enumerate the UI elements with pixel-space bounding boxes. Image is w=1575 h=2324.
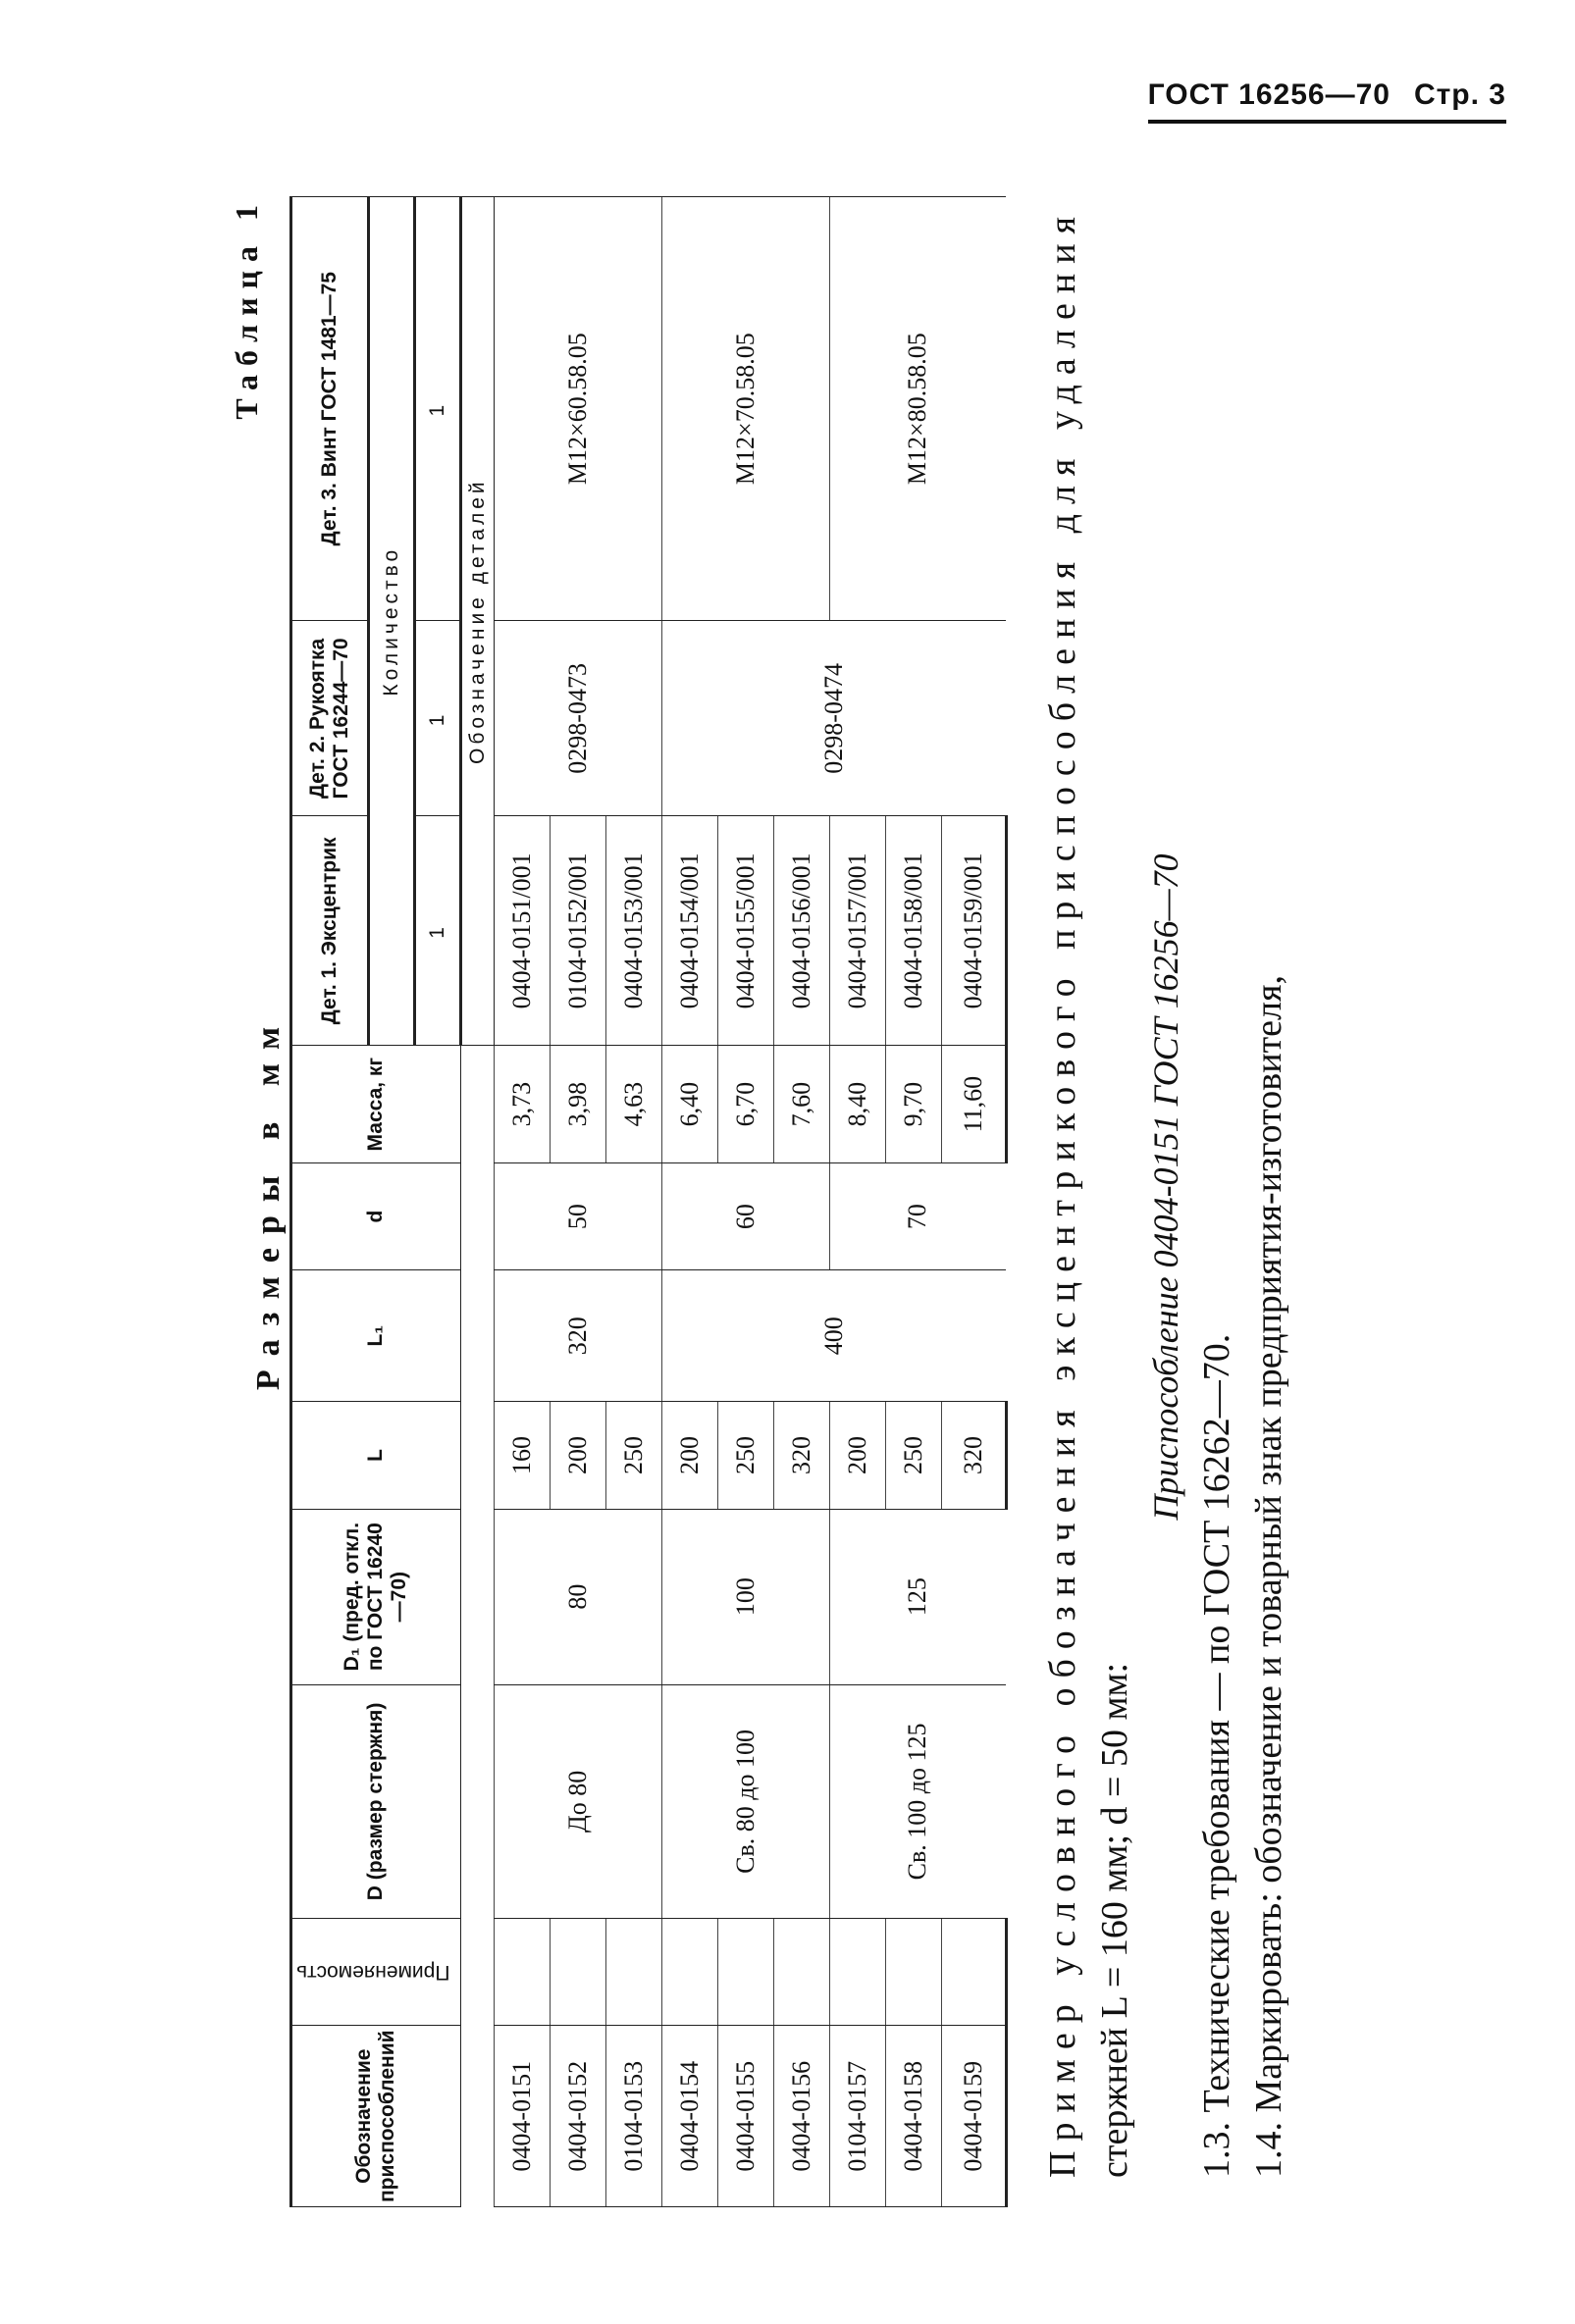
cell-applicability (494, 1919, 550, 2026)
cell-part1: 0104-0152/001 (550, 816, 605, 1046)
cell-part1: 0404-0151/001 (494, 816, 550, 1046)
rotated-content (211, 196, 1536, 2207)
cell-part1: 0404-0158/001 (885, 816, 941, 1046)
cell-applicability (829, 1919, 885, 2026)
cell-l: 200 (829, 1402, 885, 1509)
qty-part1: 1 (414, 816, 460, 1046)
cell-mass: 6,70 (717, 1046, 773, 1163)
cell-part1: 0404-0153/001 (605, 816, 661, 1046)
col-designation: Обозначение приспособлений (291, 2026, 461, 2207)
cell-l1: 400 (661, 1270, 1006, 1402)
table-row (661, 197, 717, 2207)
cell-designation: 0404-0159 (941, 2026, 1006, 2207)
qty-part2: 1 (414, 621, 460, 816)
cell-l1: 320 (494, 1270, 661, 1402)
cell-designation: 0404-0154 (661, 2026, 717, 2207)
table-row (494, 197, 550, 2207)
dimensions-table (289, 196, 1008, 2207)
cell-mass: 8,40 (829, 1046, 885, 1163)
cell-applicability (661, 1919, 717, 2026)
cell-designation: 0404-0156 (773, 2026, 829, 2207)
cell-l: 250 (605, 1402, 661, 1509)
cell-mass: 3,98 (550, 1046, 605, 1163)
body-text (1037, 196, 1295, 2207)
cell-d-rod: Св. 100 до 125 (829, 1684, 1006, 1919)
cell-designation: 0104-0153 (605, 2026, 661, 2207)
col-part2: Дет. 2. Рукоятка ГОСТ 16244—70 (291, 621, 369, 816)
cell-d-rod: Св. 80 до 100 (661, 1684, 829, 1919)
col-applicability (291, 1919, 461, 2026)
cell-l: 320 (773, 1402, 829, 1509)
page-number: Стр. 3 (1413, 78, 1506, 111)
cell-applicability (550, 1919, 605, 2026)
cell-applicability (773, 1919, 829, 2026)
cell-mass: 4,63 (605, 1046, 661, 1163)
cell-part2: 0298-0474 (661, 621, 1006, 816)
cell-applicability (717, 1919, 773, 2026)
cell-designation: 0404-0152 (550, 2026, 605, 2207)
cell-part3: М12×80.58.05 (829, 197, 1006, 621)
cell-mass: 3,73 (494, 1046, 550, 1163)
cell-l: 200 (550, 1402, 605, 1509)
cell-d: 70 (829, 1162, 1006, 1269)
cell-part2: 0298-0473 (494, 621, 661, 816)
col-d: d (291, 1162, 461, 1269)
cell-applicability (941, 1919, 1006, 2026)
cell-part1: 0404-0155/001 (717, 816, 773, 1046)
cell-mass: 9,70 (885, 1046, 941, 1163)
qty-part3: 1 (414, 197, 460, 621)
standard-number: ГОСТ 16256—70 (1147, 78, 1391, 111)
cell-applicability (605, 1919, 661, 2026)
col-part1: Дет. 1. Эксцентрик (291, 816, 369, 1046)
cell-d1: 125 (829, 1509, 1006, 1684)
cell-part1: 0404-0154/001 (661, 816, 717, 1046)
cell-designation: 0404-0155 (717, 2026, 773, 2207)
col-l: L (291, 1402, 461, 1509)
cell-part1: 0404-0156/001 (773, 816, 829, 1046)
cell-l: 250 (885, 1402, 941, 1509)
cell-l: 200 (661, 1402, 717, 1509)
cell-part1: 0404-0157/001 (829, 816, 885, 1046)
col-d1: D₁ (пред. откл. по ГОСТ 16240—70) (291, 1509, 461, 1684)
cell-mass: 11,60 (941, 1046, 1006, 1163)
table-caption: Размеры в мм (250, 1012, 287, 1391)
col-mass: Масса, кг (291, 1046, 461, 1163)
clause-1-3: 1.3. Технические требования — по ГОСТ 16262—70. (1195, 1333, 1237, 2178)
cell-part1: 0404-0159/001 (941, 816, 1006, 1046)
cell-l: 320 (941, 1402, 1006, 1509)
cell-designation: 0104-0157 (829, 2026, 885, 2207)
cell-designation: 0404-0158 (885, 2026, 941, 2207)
cell-d-rod: До 80 (494, 1684, 661, 1919)
cell-d1: 80 (494, 1509, 661, 1684)
col-part3: Дет. 3. Винт ГОСТ 1481—75 (291, 197, 369, 621)
cell-d: 60 (661, 1162, 829, 1269)
cell-applicability (885, 1919, 941, 2026)
cell-d: 50 (494, 1162, 661, 1269)
cell-part3: М12×70.58.05 (661, 197, 829, 621)
example-continuation: стержней L = 160 мм; d = 50 мм: (1093, 1662, 1135, 2178)
col-d-rod: D (размер стержня) (291, 1684, 461, 1919)
table-label: Таблица 1 (229, 196, 264, 420)
cell-d1: 100 (661, 1509, 829, 1684)
quantity-header: Количество (368, 197, 414, 1046)
part-designation-header: Обозначение деталей (460, 197, 494, 1046)
cell-l: 250 (717, 1402, 773, 1509)
example-designation: Приспособление 0404-0151 ГОСТ 16256—70 (1146, 853, 1186, 1521)
cell-mass: 7,60 (773, 1046, 829, 1163)
table-row (829, 197, 885, 2207)
page-header (1148, 78, 1506, 124)
cell-designation: 0404-0151 (494, 2026, 550, 2207)
col-applicability-label: Применяемость (296, 1961, 450, 1985)
cell-mass: 6,40 (661, 1046, 717, 1163)
clause-1-4: 1.4. Маркировать: обозначение и товарный знак предприятия-изготовителя, (1247, 975, 1289, 2178)
example-lead: Пример условного обозначения эксцентрикового приспособления для удаления (1041, 206, 1083, 2178)
cell-l: 160 (494, 1402, 550, 1509)
col-l1: L₁ (291, 1270, 461, 1402)
cell-part3: М12×60.58.05 (494, 197, 661, 621)
